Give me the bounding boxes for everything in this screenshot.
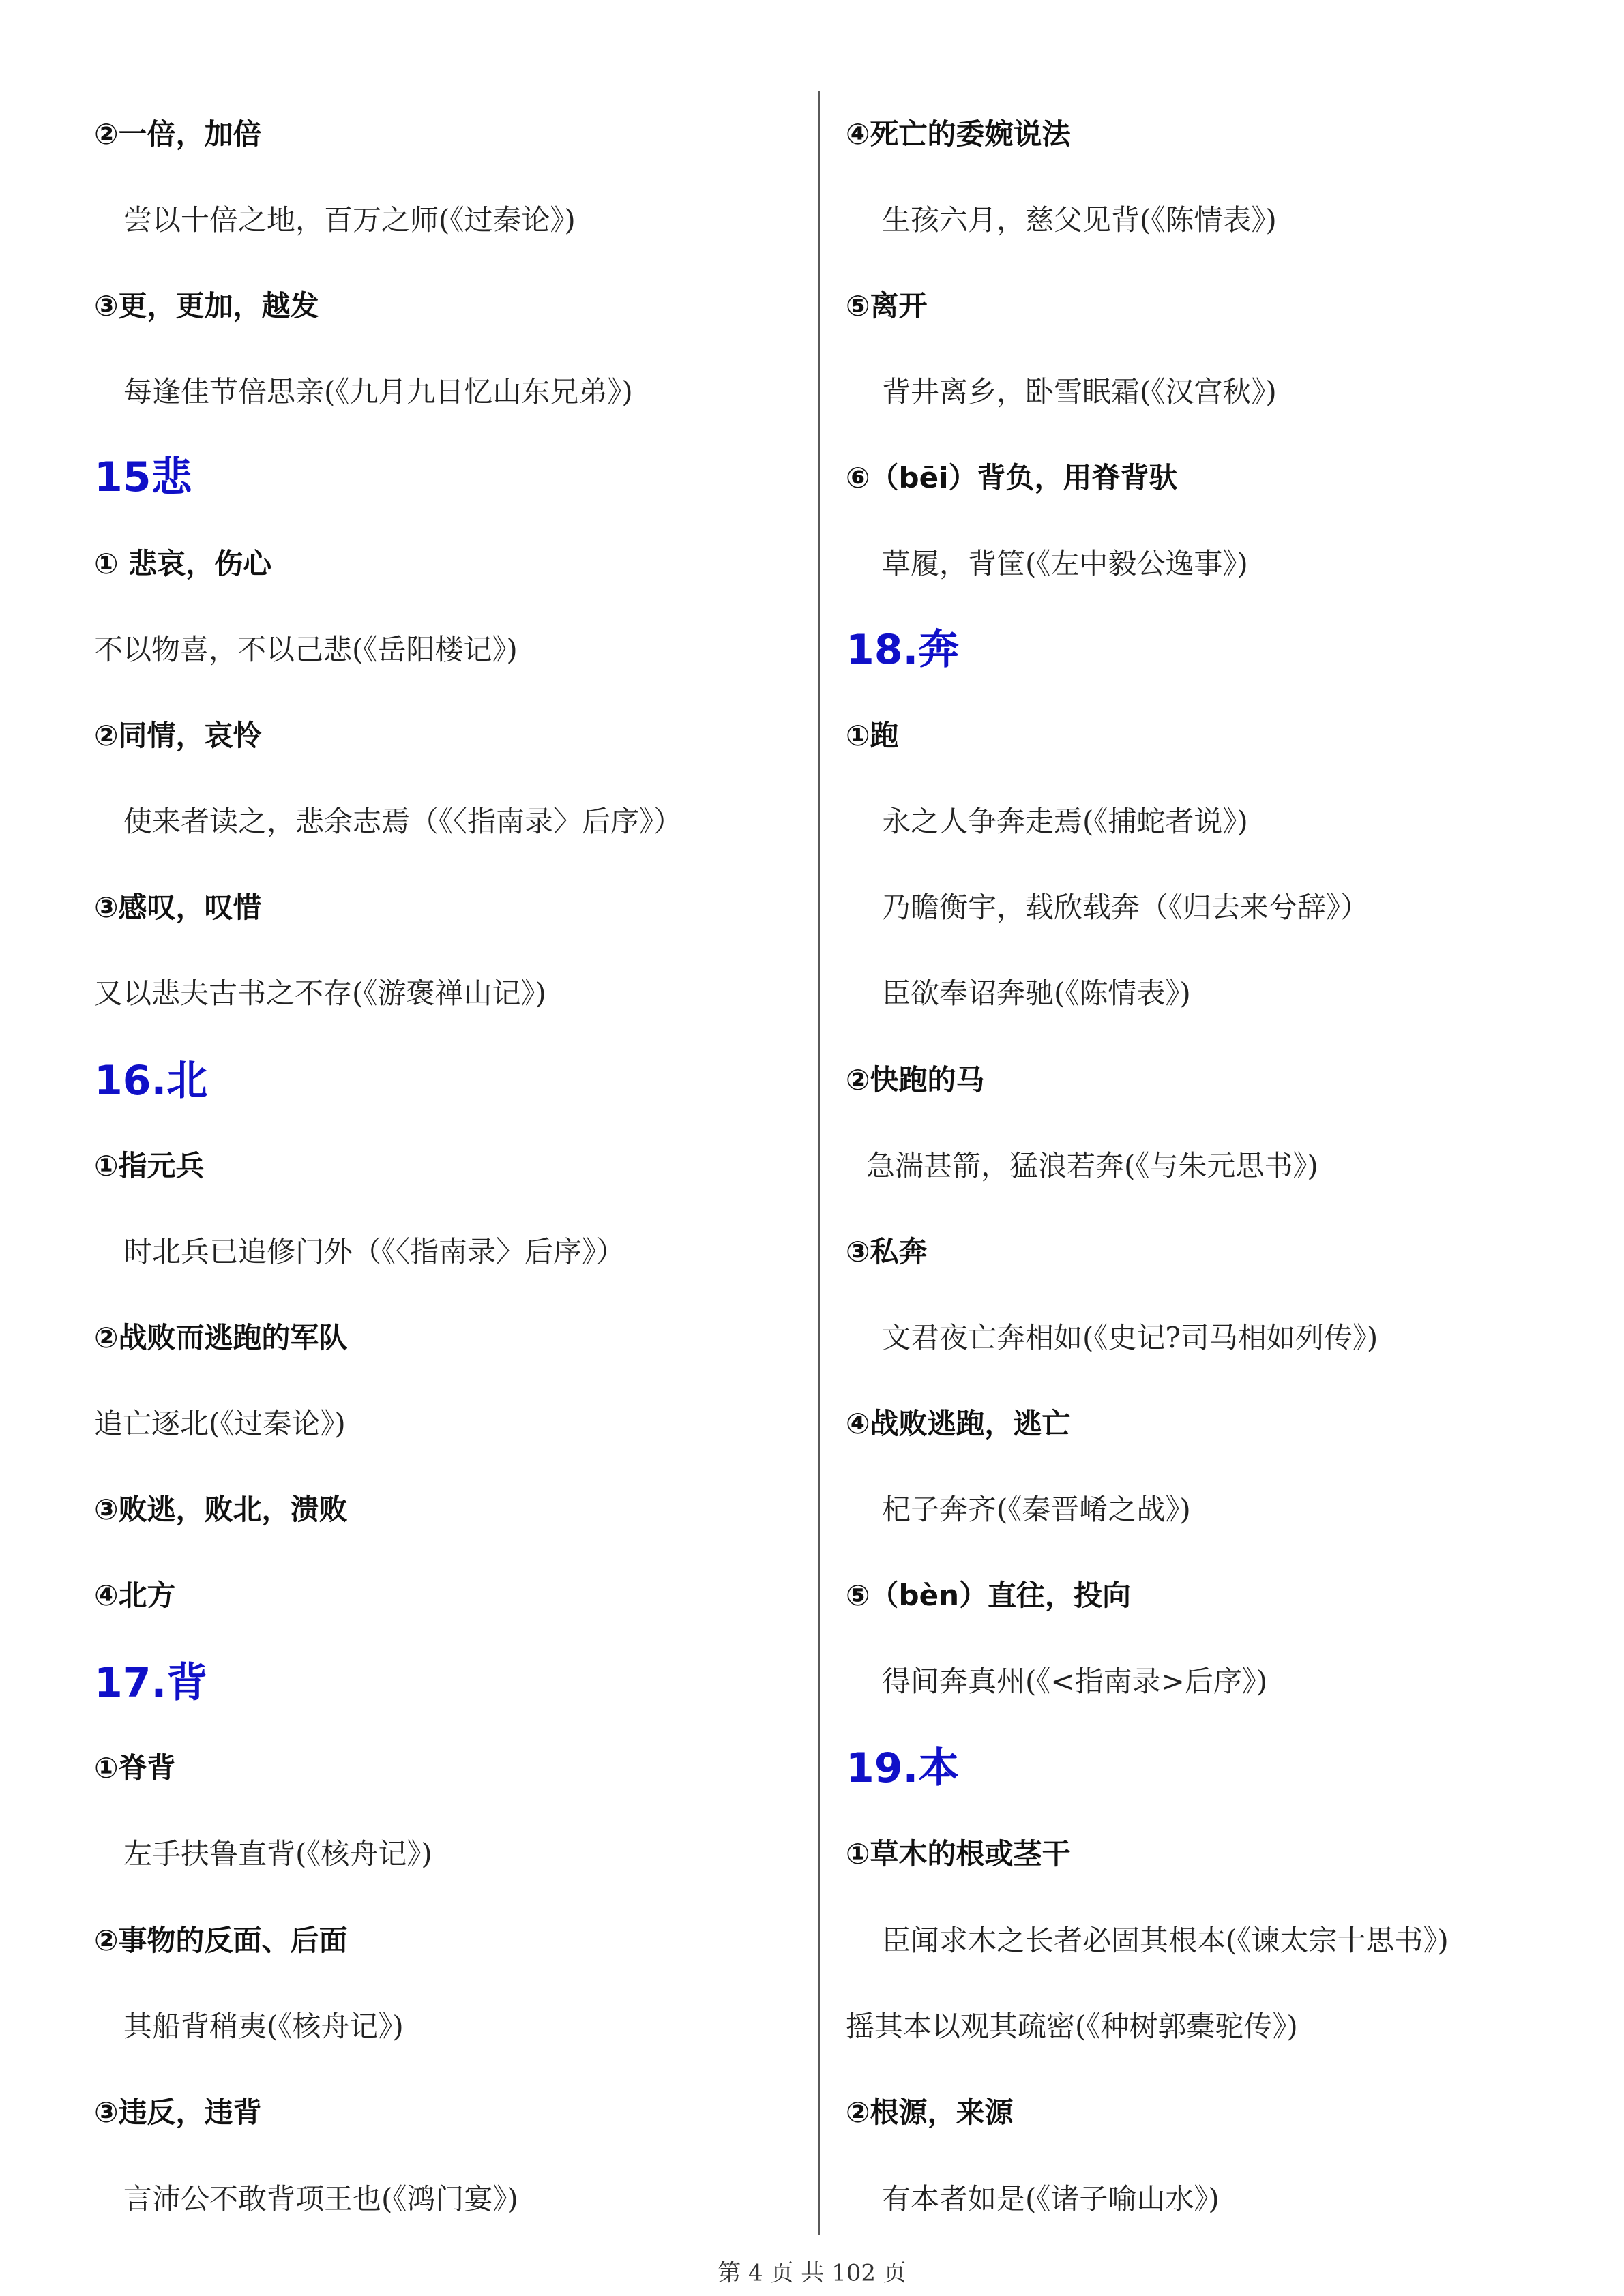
sense-line: ①草木的根或茎干 (846, 1837, 1071, 1870)
example-line: 有本者如是(《诸子喻山水》) (882, 2182, 1220, 2216)
example-line: 使来者读之，悲余志焉（《〈指南录〉后序》） (123, 805, 683, 838)
entry-heading: 17.背 (94, 1659, 208, 1707)
sense-line: ⑤（bèn）直往，投向 (846, 1579, 1132, 1612)
sense-line: ②根源，来源 (846, 2096, 1014, 2129)
sense-line: ① 悲哀，伤心 (94, 547, 272, 580)
example-line: 永之人争奔走焉(《捕蛇者说》) (882, 805, 1248, 838)
sense-line: ③私奔 (846, 1235, 928, 1268)
entry-heading: 19.本 (846, 1744, 960, 1792)
sense-line: ③更，更加，越发 (94, 289, 319, 323)
sense-line: ①脊背 (94, 1751, 176, 1785)
example-line: 左手扶鲁直背(《核舟记》) (123, 1837, 432, 1870)
sense-line: ③败逃，败北，溃败 (94, 1493, 348, 1526)
sense-line: ⑤离开 (846, 289, 928, 323)
column-divider (818, 91, 820, 2235)
example-line: 背井离乡，卧雪眠霜(《汉宫秋》) (882, 375, 1277, 408)
sense-line: ②一倍，加倍 (94, 117, 262, 151)
example-line: 生孩六月，慈父见背(《陈情表》) (882, 203, 1277, 237)
example-line: 又以悲夫古书之不存(《游褒禅山记》) (94, 976, 546, 1010)
example-line: 臣欲奉诏奔驰(《陈情表》) (882, 976, 1191, 1010)
example-line: 每逢佳节倍思亲(《九月九日忆山东兄弟》) (123, 375, 633, 408)
sense-line: ④战败逃跑，逃亡 (846, 1407, 1071, 1440)
example-line: 得间奔真州(《<指南录>后序》) (882, 1665, 1268, 1698)
sense-line: ③感叹，叹惜 (94, 891, 262, 924)
sense-line: ⑥（bēi）背负，用脊背驮 (846, 461, 1178, 494)
example-line: 摇其本以观其疏密(《种树郭橐驼传》) (846, 2010, 1298, 2043)
example-line: 追亡逐北(《过秦论》) (94, 1407, 346, 1440)
sense-line: ④死亡的委婉说法 (846, 117, 1071, 151)
entry-heading: 16.北 (94, 1057, 208, 1105)
entry-heading: 18.奔 (846, 626, 960, 674)
sense-line: ②同情，哀怜 (94, 719, 262, 752)
sense-line: ①跑 (846, 719, 899, 752)
sense-line: ③违反，违背 (94, 2096, 262, 2129)
example-line: 尝以十倍之地，百万之师(《过秦论》) (123, 203, 576, 237)
example-line: 文君夜亡奔相如(《史记?司马相如列传》) (882, 1321, 1378, 1354)
example-line: 杞子奔齐(《秦晋崤之战》) (882, 1493, 1191, 1526)
entry-heading: 15悲 (94, 453, 192, 501)
example-line: 时北兵已追修门外（《〈指南录〉后序》） (123, 1235, 625, 1268)
sense-line: ②快跑的马 (846, 1063, 985, 1097)
sense-line: ①指元兵 (94, 1149, 205, 1182)
example-line: 急湍甚箭，猛浪若奔(《与朱元思书》) (866, 1149, 1318, 1182)
example-line: 乃瞻衡宇，载欣载奔（《归去来兮辞》） (882, 891, 1370, 924)
sense-line: ②战败而逃跑的军队 (94, 1321, 348, 1354)
example-line: 不以物喜，不以己悲(《岳阳楼记》) (94, 633, 518, 666)
example-line: 草履，背筐(《左中毅公逸事》) (882, 547, 1248, 580)
page-number: 第 4 页 共 102 页 (718, 2259, 906, 2287)
sense-line: ④北方 (94, 1579, 176, 1612)
example-line: 言沛公不敢背项王也(《鸿门宴》) (123, 2182, 518, 2216)
example-line: 臣闻求木之长者必固其根本(《谏太宗十思书》) (882, 1924, 1449, 1957)
sense-line: ②事物的反面、后面 (94, 1924, 348, 1957)
example-line: 其船背稍夷(《核舟记》) (123, 2010, 404, 2043)
